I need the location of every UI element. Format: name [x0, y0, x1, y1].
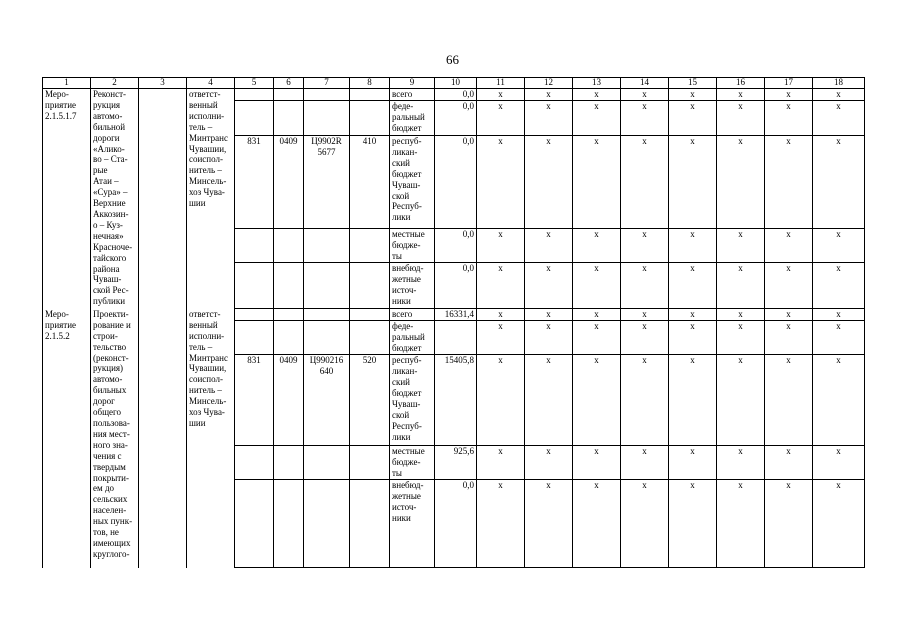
target-article-cell	[304, 446, 350, 480]
column-number-6: 6	[274, 78, 304, 89]
year-value-cell: х	[669, 355, 717, 446]
year-value-cell: х	[813, 101, 865, 136]
funding-source-cell: феде- ральный бюджет	[390, 101, 435, 136]
year-value-cell: х	[525, 89, 573, 101]
section-code-cell	[274, 263, 304, 309]
year-value-cell: х	[813, 446, 865, 480]
amount-cell: 0,0	[435, 228, 477, 263]
program-table	[42, 77, 865, 568]
grbs-code-cell	[235, 309, 274, 321]
grbs-code-cell: 831	[235, 355, 274, 446]
column-number-4: 4	[187, 78, 235, 89]
column-number-16: 16	[717, 78, 765, 89]
year-value-cell: х	[717, 101, 765, 136]
amount-cell: 15405,8	[435, 355, 477, 446]
year-value-cell: х	[477, 263, 525, 309]
expense-type-cell: 520	[350, 355, 390, 446]
year-value-cell: х	[573, 263, 621, 309]
funding-source-cell: внебюд- жетные источ- ники	[390, 480, 435, 568]
year-value-cell: х	[765, 228, 813, 263]
expense-type-cell: 410	[350, 135, 390, 228]
amount-cell: 16331,4	[435, 309, 477, 321]
column-number-8: 8	[350, 78, 390, 89]
column-number-14: 14	[621, 78, 669, 89]
grbs-code-cell	[235, 228, 274, 263]
year-value-cell: х	[525, 309, 573, 321]
executor-cell: ответст- венный исполни- тель – Минтранс Чувашии, соиспол- нитель – Минсель- хоз Чува- шии	[187, 89, 235, 309]
section-code-cell	[274, 101, 304, 136]
year-value-cell: х	[765, 355, 813, 446]
year-value-cell: х	[813, 321, 865, 355]
funding-source-cell: внебюд- жетные источ- ники	[390, 263, 435, 309]
year-value-cell: х	[813, 263, 865, 309]
year-value-cell: х	[765, 480, 813, 568]
year-value-cell: х	[621, 355, 669, 446]
funding-source-cell: респуб- ликан- ский бюджет Чуваш- ской Респуб- лики	[390, 355, 435, 446]
year-value-cell: х	[573, 321, 621, 355]
year-value-cell: х	[621, 321, 669, 355]
grbs-code-cell	[235, 321, 274, 355]
year-value-cell: х	[669, 135, 717, 228]
event-code-cell: Меро- приятие 2.1.5.1.7	[43, 89, 91, 309]
year-value-cell: х	[525, 135, 573, 228]
funding-source-cell: всего	[390, 309, 435, 321]
target-article-cell: Ц990216 640	[304, 355, 350, 446]
year-value-cell: х	[477, 309, 525, 321]
year-value-cell: х	[765, 101, 813, 136]
amount-cell: 925,6	[435, 446, 477, 480]
column-number-17: 17	[765, 78, 813, 89]
expense-type-cell	[350, 89, 390, 101]
target-article-cell	[304, 263, 350, 309]
expense-type-cell	[350, 228, 390, 263]
section-code-cell: 0409	[274, 135, 304, 228]
grbs-code-cell	[235, 263, 274, 309]
section-code-cell: 0409	[274, 355, 304, 446]
target-article-cell: Ц9902R 5677	[304, 135, 350, 228]
section-code-cell	[274, 446, 304, 480]
year-value-cell: х	[669, 480, 717, 568]
event-code-cell: Меро- приятие 2.1.5.2	[43, 309, 91, 568]
year-value-cell: х	[573, 101, 621, 136]
grbs-code-cell	[235, 446, 274, 480]
year-value-cell: х	[621, 446, 669, 480]
funding-source-cell: местные бюдже- ты	[390, 228, 435, 263]
funding-source-cell: всего	[390, 89, 435, 101]
section-code-cell	[274, 228, 304, 263]
year-value-cell: х	[621, 89, 669, 101]
year-value-cell: х	[813, 135, 865, 228]
year-value-cell: х	[525, 228, 573, 263]
year-value-cell: х	[525, 480, 573, 568]
year-value-cell: х	[669, 446, 717, 480]
year-value-cell: х	[525, 263, 573, 309]
year-value-cell: х	[717, 89, 765, 101]
funding-source-cell: местные бюдже- ты	[390, 446, 435, 480]
grbs-code-cell	[235, 101, 274, 136]
year-value-cell: х	[717, 309, 765, 321]
section-code-cell	[274, 309, 304, 321]
year-value-cell: х	[525, 446, 573, 480]
column-numbers-header	[43, 78, 865, 89]
year-value-cell: х	[669, 263, 717, 309]
year-value-cell: х	[765, 135, 813, 228]
year-value-cell: х	[717, 446, 765, 480]
year-value-cell: х	[573, 355, 621, 446]
year-value-cell: х	[813, 355, 865, 446]
amount-cell: 0,0	[435, 135, 477, 228]
column-3-cell	[139, 89, 187, 309]
expense-type-cell	[350, 263, 390, 309]
table-row	[43, 89, 865, 101]
year-value-cell: х	[477, 321, 525, 355]
year-value-cell: х	[573, 228, 621, 263]
year-value-cell: х	[621, 101, 669, 136]
year-value-cell: х	[573, 89, 621, 101]
funding-source-cell: респуб- ликан- ский бюджет Чуваш- ской Респуб- лики	[390, 135, 435, 228]
target-article-cell	[304, 480, 350, 568]
amount-cell: 0,0	[435, 89, 477, 101]
year-value-cell: х	[573, 135, 621, 228]
year-value-cell: х	[477, 228, 525, 263]
column-number-2: 2	[91, 78, 139, 89]
program-table-sheet	[42, 77, 860, 568]
year-value-cell: х	[717, 263, 765, 309]
year-value-cell: х	[669, 89, 717, 101]
section-code-cell	[274, 89, 304, 101]
year-value-cell: х	[573, 309, 621, 321]
year-value-cell: х	[717, 135, 765, 228]
column-number-13: 13	[573, 78, 621, 89]
year-value-cell: х	[765, 263, 813, 309]
year-value-cell: х	[477, 89, 525, 101]
year-value-cell: х	[765, 89, 813, 101]
year-value-cell: х	[717, 480, 765, 568]
column-number-1: 1	[43, 78, 91, 89]
expense-type-cell	[350, 101, 390, 136]
grbs-code-cell	[235, 89, 274, 101]
year-value-cell: х	[813, 89, 865, 101]
year-value-cell: х	[669, 228, 717, 263]
year-value-cell: х	[525, 321, 573, 355]
target-article-cell	[304, 101, 350, 136]
year-value-cell: х	[477, 480, 525, 568]
year-value-cell: х	[717, 321, 765, 355]
year-value-cell: х	[669, 309, 717, 321]
column-number-15: 15	[669, 78, 717, 89]
amount-cell: 0,0	[435, 263, 477, 309]
year-value-cell: х	[525, 355, 573, 446]
year-value-cell: х	[765, 321, 813, 355]
year-value-cell: х	[477, 135, 525, 228]
target-article-cell	[304, 228, 350, 263]
year-value-cell: х	[477, 355, 525, 446]
year-value-cell: х	[573, 480, 621, 568]
page-number: 66	[446, 52, 459, 67]
year-value-cell: х	[525, 101, 573, 136]
column-number-7: 7	[304, 78, 350, 89]
event-name-cell: Реконст- рукция автомо- бильной дороги «Алико- во – Ста- рые Атаи – «Сура» – Верхние Аккозин- о – Куз- нечная» Красноче- тайского района Чуваш- ской Рес- публики	[91, 89, 139, 309]
column-number-12: 12	[525, 78, 573, 89]
column-number-3: 3	[139, 78, 187, 89]
executor-cell: ответст- венный исполни- тель – Минтранс Чувашии, соиспол- нитель – Минсель- хоз Чува- шии	[187, 309, 235, 568]
year-value-cell: х	[621, 480, 669, 568]
amount-cell	[435, 321, 477, 355]
grbs-code-cell	[235, 480, 274, 568]
year-value-cell: х	[621, 263, 669, 309]
year-value-cell: х	[669, 101, 717, 136]
expense-type-cell	[350, 480, 390, 568]
year-value-cell: х	[477, 101, 525, 136]
expense-type-cell	[350, 446, 390, 480]
expense-type-cell	[350, 309, 390, 321]
target-article-cell	[304, 309, 350, 321]
year-value-cell: х	[765, 446, 813, 480]
amount-cell: 0,0	[435, 480, 477, 568]
year-value-cell: х	[573, 446, 621, 480]
year-value-cell: х	[621, 228, 669, 263]
funding-source-cell: феде- ральный бюджет	[390, 321, 435, 355]
column-3-cell	[139, 309, 187, 568]
year-value-cell: х	[477, 446, 525, 480]
year-value-cell: х	[813, 309, 865, 321]
column-number-5: 5	[235, 78, 274, 89]
event-name-cell: Проекти- рование и строи- тельство (реконст- рукция) автомо- бильных дорог общего пользова- ния мест- ного зна- чения с твердым покрыти- ем до сельских населен- ных пунк- тов, не имеющих круглого-	[91, 309, 139, 568]
year-value-cell: х	[621, 135, 669, 228]
year-value-cell: х	[813, 480, 865, 568]
target-article-cell	[304, 89, 350, 101]
year-value-cell: х	[669, 321, 717, 355]
year-value-cell: х	[621, 309, 669, 321]
year-value-cell: х	[717, 355, 765, 446]
amount-cell: 0,0	[435, 101, 477, 136]
section-code-cell	[274, 480, 304, 568]
column-number-11: 11	[477, 78, 525, 89]
year-value-cell: х	[765, 309, 813, 321]
column-number-18: 18	[813, 78, 865, 89]
expense-type-cell	[350, 321, 390, 355]
table-row	[43, 309, 865, 321]
column-number-10: 10	[435, 78, 477, 89]
section-code-cell	[274, 321, 304, 355]
target-article-cell	[304, 321, 350, 355]
year-value-cell: х	[717, 228, 765, 263]
grbs-code-cell: 831	[235, 135, 274, 228]
column-number-9: 9	[390, 78, 435, 89]
year-value-cell: х	[813, 228, 865, 263]
